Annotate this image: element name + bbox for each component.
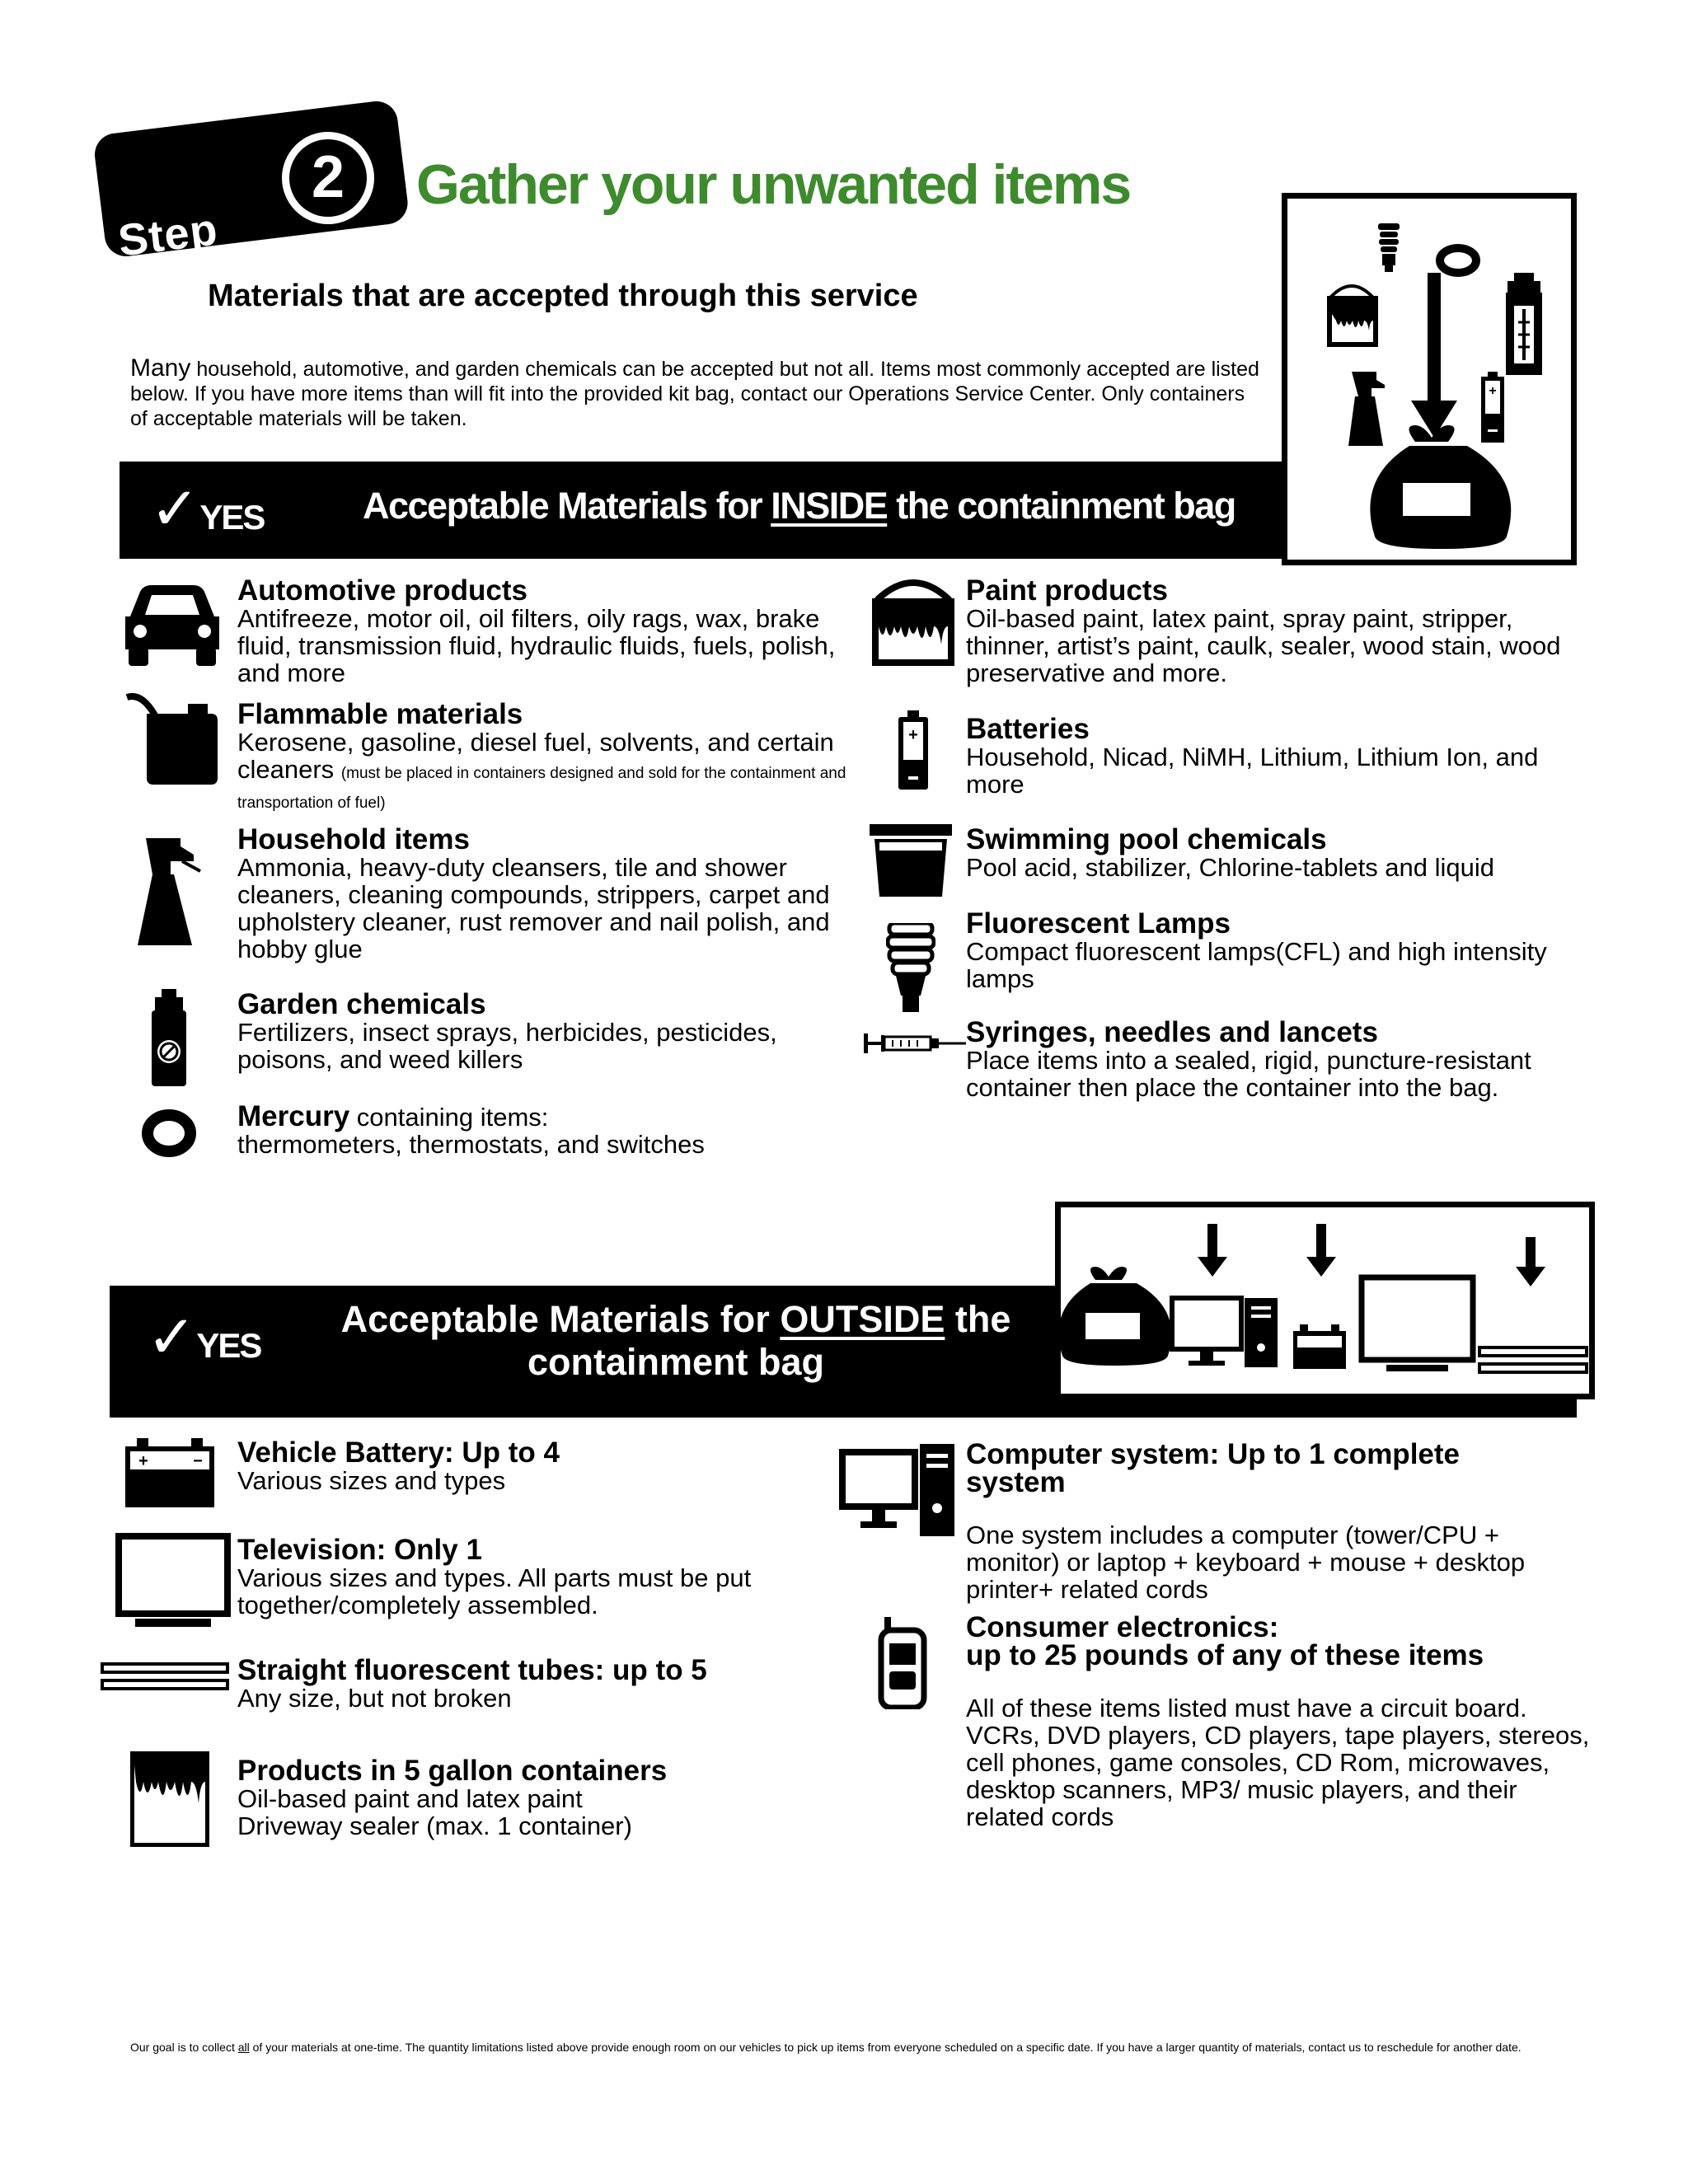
svg-text:−: − (193, 1452, 203, 1470)
containment-bag-icon (1370, 425, 1511, 549)
item-title: Products in 5 gallon containers (237, 1755, 668, 1787)
item-desc: Any size, but not broken (237, 1684, 512, 1713)
item-paint (966, 574, 1592, 687)
footer-text-underlined: all (237, 2041, 250, 2054)
cfl-bulb-icon (1378, 223, 1400, 272)
item-desc: Various sizes and types (237, 1466, 506, 1495)
checkmark-icon: ✓ (150, 476, 200, 542)
outside-section-title (313, 1298, 1039, 1384)
bag-illustration-box (1282, 193, 1577, 565)
item-title-line (237, 1100, 847, 1132)
item-syringes (966, 1016, 1592, 1102)
step-number: 2 (311, 144, 345, 210)
footer-note (130, 2040, 1564, 2055)
item-mercury (237, 1100, 847, 1159)
containment-bag-icon (1061, 1267, 1171, 1366)
fluorescent-tubes-icon (101, 1661, 229, 1694)
paint-can-icon (1327, 286, 1378, 347)
item-five-gallon (237, 1757, 864, 1840)
intro-paragraph (130, 356, 1259, 431)
item-title: Computer system: Up to 1 complete system (966, 1438, 1460, 1498)
item-title: Television: Only 1 (237, 1534, 482, 1566)
svg-text:+: + (138, 1452, 148, 1470)
mercury-ring-icon (1440, 248, 1476, 273)
poison-bottle-icon (1506, 273, 1542, 375)
item-desc: Oil-based paint, latex paint, spray paint, stripper, thinner, artist’s paint, caulk, sealer, wood stain, wood preservative and more. (966, 604, 1561, 687)
outside-yes-label: YES (196, 1326, 261, 1365)
item-desc: Oil-based paint and latex paint (237, 1784, 583, 1813)
intro-lead-word: Many (130, 354, 191, 382)
syringe-icon (864, 1029, 966, 1057)
item-television (237, 1536, 847, 1619)
item-title: Mercury (237, 1100, 350, 1132)
item-title-line-2: up to 25 pounds of any of these items (966, 1639, 1484, 1671)
footer-text-post: of your materials at one-time. The quantity limitations listed above provide enough room on our vehicles to pick up items from everyone scheduled on a specific date. If you have a larger quantity of materials, contact us to reschedule for another date. (252, 2041, 1522, 2054)
outside-items-illustration (1061, 1207, 1589, 1394)
outside-title-suffix: the containment bag (527, 1298, 1011, 1383)
arrow-down-icon (1306, 1224, 1336, 1277)
item-desc: Household, Nicad, NiMH, Lithium, Lithium Ion, and more (966, 743, 1539, 799)
page-subtitle: Materials that are accepted through this service (208, 279, 918, 313)
pool-bucket-icon (870, 824, 952, 898)
paint-bucket-icon (130, 1751, 209, 1847)
item-title: Vehicle Battery: Up to 4 (237, 1436, 560, 1469)
item-title: Batteries (966, 713, 1090, 745)
vehicle-battery-icon (1293, 1324, 1346, 1369)
cell-phone-icon (878, 1617, 927, 1709)
item-vehicle-battery (237, 1436, 847, 1495)
item-desc: All of these items listed must have a circuit board. VCRs, DVD players, CD players, tape players, stereos, cell phones, game consoles, CD Rom, microwaves, desktop scanners, MP3/ music players, and their related cords (966, 1694, 1590, 1831)
item-desc: One system includes a computer (tower/CPU + monitor) or laptop + keyboard + mouse + desktop printer+ related cords (966, 1521, 1526, 1604)
item-fluorescent-tubes (237, 1654, 864, 1713)
item-title: Fluorescent Lamps (966, 907, 1231, 940)
computer-icon (839, 1444, 954, 1536)
item-note: (must be placed in containers designed and sold for the containment and transportation of fuel) (237, 765, 846, 812)
arrow-down-icon (1411, 273, 1457, 438)
inside-title-prefix: Acceptable Materials for (363, 485, 762, 527)
item-desc: Fertilizers, insect sprays, herbicides, pesticides, poisons, and weed killers (237, 1018, 777, 1074)
outside-title-prefix: Acceptable Materials for (340, 1298, 770, 1340)
item-title: Garden chemicals (237, 988, 486, 1020)
item-desc (237, 729, 847, 815)
item-desc-text: Kerosene, gasoline, diesel fuel, solvents, and certain cleaners (237, 728, 834, 784)
garden-spray-can-icon (148, 989, 190, 1088)
item-flammable (237, 698, 847, 815)
item-desc: Pool acid, stabilizer, Chlorine-tablets and liquid (966, 853, 1495, 882)
item-title: Flammable materials (237, 698, 523, 730)
outside-yes-badge (147, 1302, 260, 1371)
item-consumer-electronics (966, 1611, 1592, 1831)
inside-yes-label: YES (199, 498, 265, 537)
item-title: Household items (237, 823, 470, 855)
item-title: Paint products (966, 574, 1169, 607)
item-garden (237, 988, 847, 1074)
car-icon (122, 583, 223, 668)
fluorescent-tubes-icon (1479, 1347, 1587, 1372)
item-desc: Place items into a sealed, rigid, puncture-resistant container then place the container into the bag. (966, 1046, 1531, 1102)
item-batteries (966, 715, 1592, 798)
item-automotive (237, 574, 847, 687)
item-desc-line-2: Driveway sealer (max. 1 container) (237, 1811, 632, 1840)
items-into-bag-illustration (1287, 199, 1571, 560)
inside-title-suffix: the containment bag (896, 485, 1236, 527)
item-computer-system (966, 1438, 1592, 1604)
item-desc: thermometers, thermostats, and switches (237, 1130, 705, 1159)
inside-yes-badge (150, 474, 264, 543)
intro-text: household, automotive, and garden chemicals can be accepted but not all. Items most commonly accepted are listed below. If you have more items than will fit into the provided kit bag, contact our Operations Service Center. Only containers of acceptable materials will be taken. (130, 358, 1259, 430)
item-title: Automotive products (237, 574, 528, 607)
item-title: Straight fluorescent tubes: up to 5 (237, 1654, 707, 1686)
item-desc: Various sizes and types. All parts must be put together/completely assembled. (237, 1563, 752, 1619)
television-icon (1362, 1277, 1473, 1371)
battery-icon (898, 710, 928, 790)
paint-can-icon (872, 577, 954, 666)
computer-icon (1172, 1298, 1278, 1367)
cfl-bulb-icon (886, 923, 935, 1014)
inside-title-emphasis: INSIDE (771, 485, 888, 527)
inside-section-title (363, 485, 1236, 527)
item-title: Consumer electronics: (966, 1611, 1279, 1643)
vehicle-battery-icon (125, 1438, 214, 1507)
item-desc: Antifreeze, motor oil, oil filters, oily rags, wax, brake fluid, transmission fluid, hydraulic fluids, fuels, polish, and more (237, 604, 836, 687)
arrow-down-icon (1198, 1224, 1227, 1277)
checkmark-icon: ✓ (147, 1305, 197, 1371)
item-household (237, 823, 847, 963)
gas-can-icon (124, 692, 221, 785)
item-pool (966, 823, 1592, 882)
mercury-ring-icon (142, 1108, 196, 1158)
step-label: Step (115, 204, 221, 266)
svg-text:+: + (1489, 384, 1497, 398)
item-title: Syringes, needles and lancets (966, 1016, 1378, 1048)
battery-icon (1481, 372, 1504, 443)
item-title-suffix: containing items: (356, 1103, 549, 1132)
page-title: Gather your unwanted items (416, 153, 1131, 216)
outside-illustration-box (1055, 1202, 1595, 1399)
item-desc: Compact fluorescent lamps(CFL) and high intensity lamps (966, 937, 1547, 993)
spray-bottle-icon (1348, 372, 1385, 446)
footer-text-pre: Our goal is to collect (130, 2041, 235, 2054)
spray-bottle-icon (136, 837, 202, 948)
svg-text:+: + (908, 726, 918, 744)
arrow-down-icon (1516, 1237, 1545, 1286)
outside-title-emphasis: OUTSIDE (780, 1298, 945, 1340)
item-desc: Ammonia, heavy-duty cleansers, tile and shower cleaners, cleaning compounds, strippers, carpet and upholstery cleaner, rust remover and nail polish, and hobby glue (237, 853, 830, 963)
item-title: Swimming pool chemicals (966, 823, 1327, 855)
item-fluorescent-lamps (966, 907, 1592, 993)
television-icon (115, 1533, 231, 1630)
